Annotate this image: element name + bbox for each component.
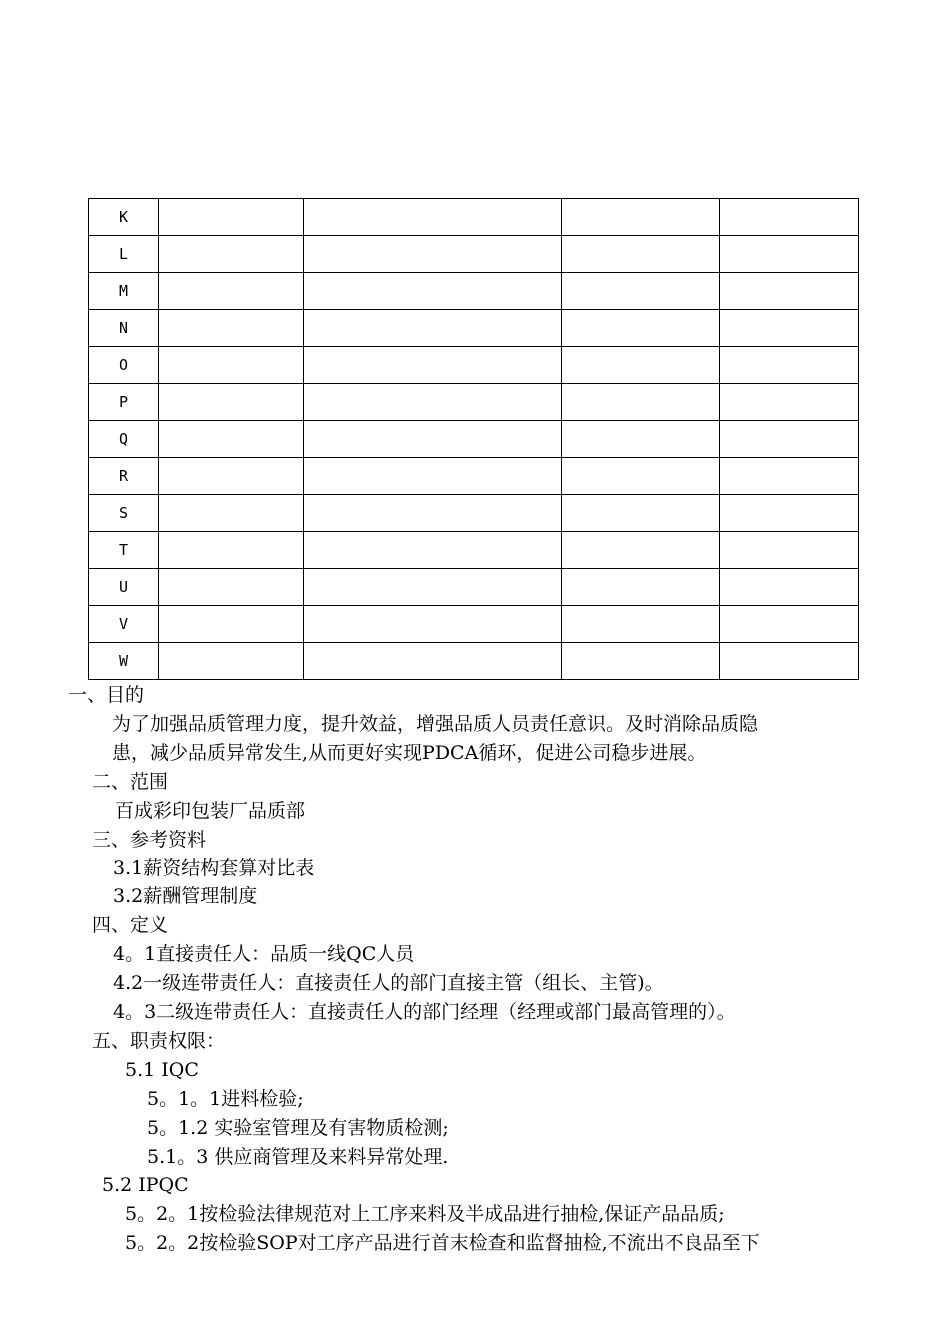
row-label: M [89, 273, 159, 310]
table-cell [159, 532, 304, 569]
table-cell [562, 236, 720, 273]
data-table [88, 198, 859, 680]
table-cell [159, 606, 304, 643]
table-cell [304, 495, 562, 532]
table-cell [304, 532, 562, 569]
table-cell [159, 569, 304, 606]
responsibility-5-1: 5.1 IQC [125, 1059, 199, 1081]
table-cell [562, 643, 720, 680]
table-cell [720, 310, 859, 347]
table-row [89, 273, 859, 310]
table-row [89, 495, 859, 532]
row-label: V [89, 606, 159, 643]
table-cell [304, 310, 562, 347]
responsibility-5-1-2: 5。1.2 实验室管理及有害物质检测; [147, 1117, 449, 1139]
table-row [89, 532, 859, 569]
table-cell [159, 273, 304, 310]
section-title-responsibilities: 五、职责权限： [92, 1030, 226, 1052]
table-row [89, 384, 859, 421]
table-cell [720, 606, 859, 643]
table-cell [562, 532, 720, 569]
row-label: Q [89, 421, 159, 458]
table-row [89, 458, 859, 495]
data-table-body [89, 199, 859, 680]
row-label: O [89, 347, 159, 384]
table-cell [720, 532, 859, 569]
table-row [89, 310, 859, 347]
section-title-definitions: 四、定义 [92, 914, 169, 936]
table-cell [304, 643, 562, 680]
table-cell [562, 495, 720, 532]
row-label: L [89, 236, 159, 273]
table-cell [562, 199, 720, 236]
table-cell [304, 421, 562, 458]
definition-item-3: 4。3二级连带责任人：直接责任人的部门经理（经理或部门最高管理的）。 [113, 1001, 736, 1023]
table-cell [720, 421, 859, 458]
table-cell [562, 569, 720, 606]
table-cell [562, 273, 720, 310]
table-cell [159, 643, 304, 680]
definition-item-2: 4.2一级连带责任人：直接责任人的部门直接主管（组长、主管)。 [113, 972, 664, 994]
table-cell [562, 384, 720, 421]
table-row [89, 347, 859, 384]
table-cell [159, 458, 304, 495]
section-title-purpose: 一、目的 [68, 684, 145, 706]
row-label: T [89, 532, 159, 569]
table-cell [562, 421, 720, 458]
row-label: P [89, 384, 159, 421]
table-cell [159, 236, 304, 273]
table-cell [159, 384, 304, 421]
table-cell [159, 310, 304, 347]
table-cell [304, 569, 562, 606]
row-label: R [89, 458, 159, 495]
table-row [89, 569, 859, 606]
reference-item-1: 3.1薪资结构套算对比表 [113, 857, 315, 879]
table-cell [720, 643, 859, 680]
purpose-text-line1: 为了加强品质管理力度，提升效益，增强品质人员责任意识。及时消除品质隐 [112, 713, 759, 735]
table-cell [720, 236, 859, 273]
responsibility-5-2-2: 5。2。2按检验SOP对工序产品进行首末检查和监督抽检,不流出不良品至下 [125, 1232, 760, 1254]
row-label: W [89, 643, 159, 680]
table-cell [720, 384, 859, 421]
section-title-scope: 二、范围 [92, 771, 169, 793]
table-cell [562, 310, 720, 347]
table-cell [720, 347, 859, 384]
table-row [89, 199, 859, 236]
table-cell [720, 569, 859, 606]
table-cell [720, 495, 859, 532]
table-cell [304, 606, 562, 643]
responsibility-5-1-1: 5。1。1进料检验; [147, 1088, 304, 1110]
table-cell [304, 347, 562, 384]
table-cell [159, 421, 304, 458]
table-row [89, 606, 859, 643]
scope-text: 百成彩印包装厂品质部 [115, 800, 306, 822]
table-cell [720, 273, 859, 310]
table-cell [159, 347, 304, 384]
table-row [89, 236, 859, 273]
purpose-text-line2: 患，减少品质异常发生,从而更好实现PDCA循环，促进公司稳步进展。 [112, 742, 707, 764]
responsibility-5-2: 5.2 IPQC [102, 1174, 189, 1196]
table-row [89, 421, 859, 458]
table-cell [159, 495, 304, 532]
table-cell [304, 199, 562, 236]
responsibility-5-1-3: 5.1。3 供应商管理及来料异常处理. [147, 1146, 449, 1168]
row-label: S [89, 495, 159, 532]
responsibility-5-2-1: 5。2。1按检验法律规范对上工序来料及半成品进行抽检,保证产品品质; [125, 1203, 725, 1225]
reference-item-2: 3.2薪酬管理制度 [113, 885, 258, 907]
table-cell [720, 458, 859, 495]
table-cell [562, 606, 720, 643]
table-cell [159, 199, 304, 236]
definition-item-1: 4。1直接责任人：品质一线QC人员 [113, 943, 415, 965]
table-cell [562, 458, 720, 495]
table-cell [562, 347, 720, 384]
row-label: K [89, 199, 159, 236]
table-cell [720, 199, 859, 236]
row-label: N [89, 310, 159, 347]
table-cell [304, 458, 562, 495]
table-cell [304, 384, 562, 421]
section-title-references: 三、参考资料 [92, 829, 207, 851]
table-cell [304, 236, 562, 273]
row-label: U [89, 569, 159, 606]
table-cell [304, 273, 562, 310]
table-row [89, 643, 859, 680]
